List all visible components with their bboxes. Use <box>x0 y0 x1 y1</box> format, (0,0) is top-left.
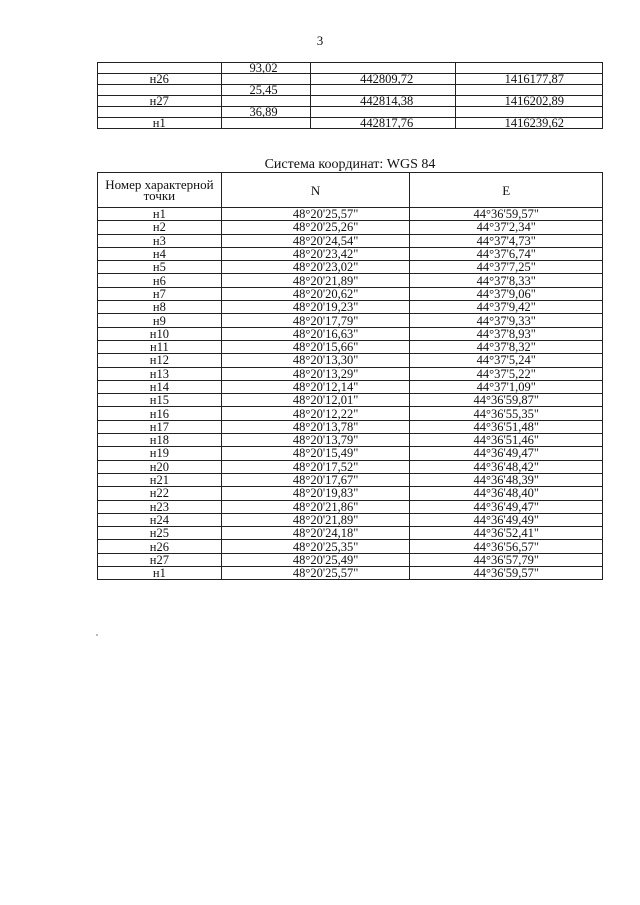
table-row <box>98 261 603 274</box>
longitude-cell: 44°36'56,57" <box>410 540 603 553</box>
table-row <box>98 420 603 433</box>
point-cell: н26 <box>98 74 222 85</box>
latitude-cell: 48°20'24,18" <box>221 527 410 540</box>
point-number-cell: н10 <box>98 327 222 340</box>
x-coordinate-cell: 442809,72 <box>311 74 456 85</box>
point-number-cell: н22 <box>98 487 222 500</box>
point-number-cell: н7 <box>98 287 222 300</box>
point-number-cell: н21 <box>98 473 222 486</box>
latitude-cell: 48°20'15,49" <box>221 447 410 460</box>
point-number-cell: н15 <box>98 394 222 407</box>
table-row <box>98 274 603 287</box>
point-number-cell: н19 <box>98 447 222 460</box>
longitude-cell: 44°37'5,22" <box>410 367 603 380</box>
table-row <box>98 287 603 300</box>
point-number-cell: н11 <box>98 340 222 353</box>
header-point-number: Номер характерной точки <box>98 173 222 208</box>
longitude-cell: 44°36'57,79" <box>410 553 603 566</box>
point-number-cell: н20 <box>98 460 222 473</box>
header-e: E <box>410 173 603 208</box>
point-number-cell: н16 <box>98 407 222 420</box>
page-number: 3 <box>316 33 324 48</box>
x-coordinate-cell: 442817,76 <box>311 118 456 129</box>
point-number-cell: н9 <box>98 314 222 327</box>
latitude-cell: 48°20'23,02" <box>221 261 410 274</box>
longitude-cell: 44°37'9,06" <box>410 287 603 300</box>
latitude-cell: 48°20'12,22" <box>221 407 410 420</box>
table-row <box>98 208 603 221</box>
table-row <box>98 74 603 85</box>
table-row <box>98 314 603 327</box>
latitude-cell: 48°20'24,54" <box>221 234 410 247</box>
latitude-cell: 48°20'16,63" <box>221 327 410 340</box>
longitude-cell: 44°36'49,47" <box>410 447 603 460</box>
latitude-cell: 48°20'25,49" <box>221 553 410 566</box>
longitude-cell: 44°36'48,39" <box>410 473 603 486</box>
table-row <box>98 394 603 407</box>
longitude-cell: 44°36'49,47" <box>410 500 603 513</box>
latitude-cell: 48°20'19,83" <box>221 487 410 500</box>
y-coordinate-cell: 1416177,87 <box>456 74 603 85</box>
latitude-cell: 48°20'13,79" <box>221 434 410 447</box>
point-number-cell: н4 <box>98 247 222 260</box>
longitude-cell: 44°36'59,57" <box>410 208 603 221</box>
point-number-cell: н5 <box>98 261 222 274</box>
point-number-cell: н18 <box>98 434 222 447</box>
point-number-cell: н14 <box>98 380 222 393</box>
table-row <box>98 354 603 367</box>
longitude-cell: 44°36'55,35" <box>410 407 603 420</box>
longitude-cell: 44°37'8,93" <box>410 327 603 340</box>
latitude-cell: 48°20'23,42" <box>221 247 410 260</box>
point-number-cell: н25 <box>98 527 222 540</box>
point-number-cell: н2 <box>98 221 222 234</box>
longitude-cell: 44°37'2,34" <box>410 221 603 234</box>
table-row <box>98 527 603 540</box>
table-row <box>98 340 603 353</box>
latitude-cell: 48°20'13,30" <box>221 354 410 367</box>
table-row <box>98 96 603 107</box>
point-number-cell: н12 <box>98 354 222 367</box>
scan-speck <box>96 634 98 636</box>
table-row <box>98 513 603 526</box>
point-cell: н27 <box>98 96 222 107</box>
latitude-cell: 48°20'12,01" <box>221 394 410 407</box>
wgs84-coordinates-table <box>97 172 603 580</box>
longitude-cell: 44°36'48,40" <box>410 487 603 500</box>
table-row <box>98 301 603 314</box>
longitude-cell: 44°37'8,33" <box>410 274 603 287</box>
latitude-cell: 48°20'13,29" <box>221 367 410 380</box>
longitude-cell: 44°36'52,41" <box>410 527 603 540</box>
latitude-cell: 48°20'13,78" <box>221 420 410 433</box>
table-row <box>98 460 603 473</box>
table-row <box>98 567 603 580</box>
longitude-cell: 44°37'6,74" <box>410 247 603 260</box>
table-row <box>98 447 603 460</box>
table-row <box>98 380 603 393</box>
longitude-cell: 44°37'7,25" <box>410 261 603 274</box>
latitude-cell: 48°20'21,89" <box>221 274 410 287</box>
longitude-cell: 44°37'4,73" <box>410 234 603 247</box>
latitude-cell: 48°20'25,57" <box>221 208 410 221</box>
distance-cell: 93,02 <box>221 63 311 74</box>
table-row <box>98 367 603 380</box>
longitude-cell: 44°37'9,33" <box>410 314 603 327</box>
point-number-cell: н26 <box>98 540 222 553</box>
latitude-cell: 48°20'21,86" <box>221 500 410 513</box>
point-number-cell: н1 <box>98 567 222 580</box>
distance-cell: 25,45 <box>221 85 311 96</box>
longitude-cell: 44°36'49,49" <box>410 513 603 526</box>
latitude-cell: 48°20'20,62" <box>221 287 410 300</box>
table-row <box>98 221 603 234</box>
distance-cell <box>221 118 311 129</box>
latitude-cell: 48°20'25,35" <box>221 540 410 553</box>
latitude-cell: 48°20'17,67" <box>221 473 410 486</box>
table-row <box>98 407 603 420</box>
coordinates-continuation-table <box>97 62 603 129</box>
longitude-cell: 44°36'48,42" <box>410 460 603 473</box>
longitude-cell: 44°36'59,87" <box>410 394 603 407</box>
latitude-cell: 48°20'17,79" <box>221 314 410 327</box>
table-header-row <box>98 173 603 208</box>
table-row <box>98 247 603 260</box>
table-row <box>98 118 603 129</box>
longitude-cell: 44°37'1,09" <box>410 380 603 393</box>
table-row <box>98 553 603 566</box>
table-row <box>98 473 603 486</box>
latitude-cell: 48°20'25,26" <box>221 221 410 234</box>
latitude-cell: 48°20'21,89" <box>221 513 410 526</box>
point-number-cell: н13 <box>98 367 222 380</box>
latitude-cell: 48°20'19,23" <box>221 301 410 314</box>
point-number-cell: н3 <box>98 234 222 247</box>
longitude-cell: 44°37'9,42" <box>410 301 603 314</box>
y-coordinate-cell: 1416202,89 <box>456 96 603 107</box>
latitude-cell: 48°20'25,57" <box>221 567 410 580</box>
longitude-cell: 44°36'51,46" <box>410 434 603 447</box>
point-number-cell: н17 <box>98 420 222 433</box>
point-number-cell: н1 <box>98 208 222 221</box>
table-row <box>98 500 603 513</box>
coordinate-system-caption: Система координат: WGS 84 <box>264 157 436 172</box>
x-coordinate-cell: 442814,38 <box>311 96 456 107</box>
point-number-cell: н6 <box>98 274 222 287</box>
table-row <box>98 234 603 247</box>
table-row <box>98 487 603 500</box>
table-row <box>98 540 603 553</box>
longitude-cell: 44°37'5,24" <box>410 354 603 367</box>
longitude-cell: 44°36'59,57" <box>410 567 603 580</box>
table-row <box>98 434 603 447</box>
latitude-cell: 48°20'15,66" <box>221 340 410 353</box>
table-row <box>98 327 603 340</box>
point-number-cell: н27 <box>98 553 222 566</box>
point-number-cell: н23 <box>98 500 222 513</box>
point-number-cell: н8 <box>98 301 222 314</box>
longitude-cell: 44°37'8,32" <box>410 340 603 353</box>
y-coordinate-cell: 1416239,62 <box>456 118 603 129</box>
point-number-cell: н24 <box>98 513 222 526</box>
latitude-cell: 48°20'12,14" <box>221 380 410 393</box>
header-n: N <box>221 173 410 208</box>
point-cell: н1 <box>98 118 222 129</box>
latitude-cell: 48°20'17,52" <box>221 460 410 473</box>
longitude-cell: 44°36'51,48" <box>410 420 603 433</box>
distance-cell: 36,89 <box>221 107 311 118</box>
